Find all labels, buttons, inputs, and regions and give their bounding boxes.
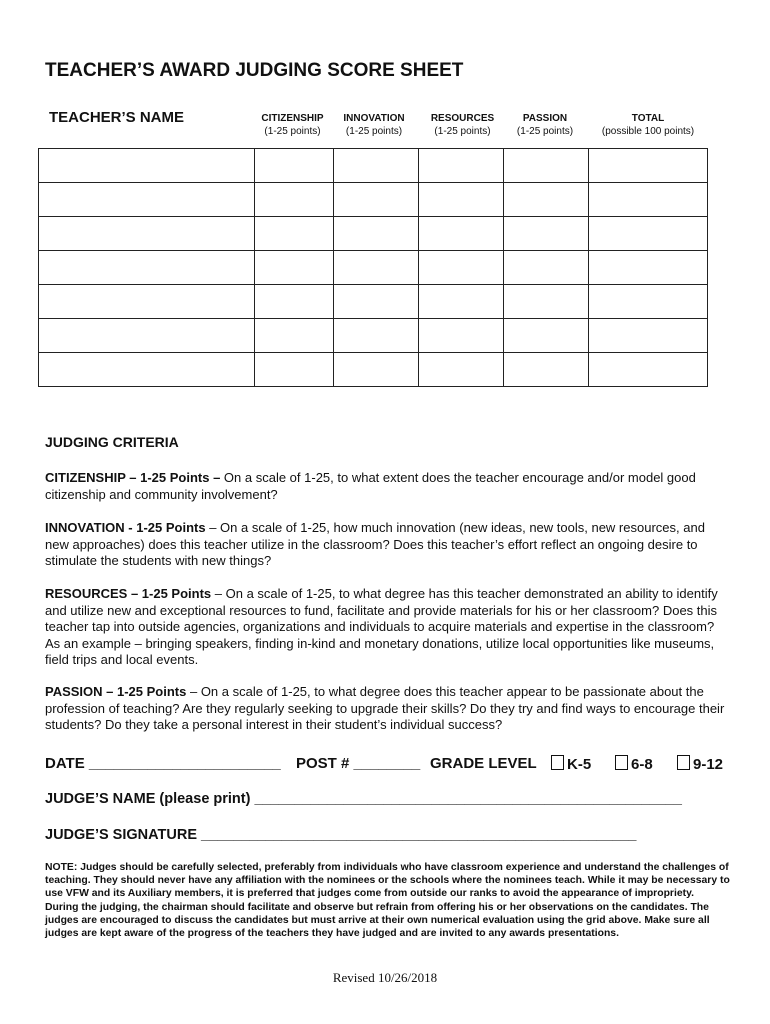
checkbox-icon[interactable] <box>551 755 564 770</box>
innovation-score-cell[interactable] <box>334 183 419 217</box>
total-score-cell[interactable] <box>589 353 708 387</box>
criteria-label: CITIZENSHIP – 1-25 Points – <box>45 470 221 485</box>
grade-label: 6-8 <box>631 756 653 773</box>
column-label: INNOVATION <box>343 113 405 124</box>
resources-score-cell[interactable] <box>419 183 504 217</box>
judge-signature-field[interactable]: JUDGE’S SIGNATURE ______________________________________________________ <box>45 827 637 843</box>
score-grid <box>38 148 708 387</box>
citizenship-score-cell[interactable] <box>255 319 334 353</box>
checkbox-icon[interactable] <box>615 755 628 770</box>
teacher-name-cell[interactable] <box>39 285 255 319</box>
resources-score-cell[interactable] <box>419 217 504 251</box>
teacher-name-header: TEACHER’S NAME <box>49 109 185 126</box>
citizenship-score-cell[interactable] <box>255 149 334 183</box>
grade-68-option[interactable] <box>615 755 653 773</box>
grade-label: 9-12 <box>693 756 724 773</box>
innovation-score-cell[interactable] <box>334 251 419 285</box>
checkbox-icon[interactable] <box>677 755 690 770</box>
criteria-resources <box>45 586 730 669</box>
total-score-cell[interactable] <box>589 149 708 183</box>
resources-score-cell[interactable] <box>419 353 504 387</box>
table-row <box>39 217 708 251</box>
criteria-text: – On a scale of 1-25, to what degree has this teacher demonstrated an ability to identify and utilize new and exceptional resources to fund, facilitate and provide materials for his or her classroom? Does this teacher tap into outside agencies, organizations and individuals to acquire materials and expertise in the classroom? As an example – bringing speakers, finding in-kind and monetary donations, utilize local opportunities like museums, field trips and local events. <box>45 586 718 667</box>
column-header-resources <box>420 112 505 138</box>
total-score-cell[interactable] <box>589 285 708 319</box>
total-score-cell[interactable] <box>589 183 708 217</box>
column-label: CITIZENSHIP <box>261 113 324 124</box>
criteria-passion <box>45 684 730 734</box>
criteria-text: – On a scale of 1-25, how much innovation (new ideas, new tools, new resources, and new approaches) does this teacher utilize in the classroom? Does this teacher’s effort reflect an ongoing desire to stimulate the students with new things? <box>45 520 705 568</box>
passion-score-cell[interactable] <box>504 183 589 217</box>
teacher-name-cell[interactable] <box>39 353 255 387</box>
grade-912-option[interactable] <box>677 755 723 773</box>
citizenship-score-cell[interactable] <box>255 285 334 319</box>
citizenship-score-cell[interactable] <box>255 217 334 251</box>
table-row <box>39 149 708 183</box>
column-range: (1-25 points) <box>264 126 321 137</box>
table-row <box>39 285 708 319</box>
revised-date: Revised 10/26/2018 <box>332 970 438 985</box>
table-row <box>39 251 708 285</box>
judge-name-field[interactable]: JUDGE’S NAME (please print) _____________________________________________________ <box>45 791 682 807</box>
passion-score-cell[interactable] <box>504 353 589 387</box>
criteria-text: – On a scale of 1-25, to what degree does this teacher appear to be passionate about the profession of teaching? Are they regularly seeking to upgrade their skills? Do they try and find ways to encourage their students? Do they take a personal interest in their student’s individual success? <box>45 684 725 732</box>
page-title: TEACHER’S AWARD JUDGING SCORE SHEET <box>45 60 464 81</box>
passion-score-cell[interactable] <box>504 319 589 353</box>
column-label: TOTAL <box>631 113 665 124</box>
passion-score-cell[interactable] <box>504 149 589 183</box>
column-header-innovation <box>334 112 414 138</box>
innovation-score-cell[interactable] <box>334 285 419 319</box>
total-score-cell[interactable] <box>589 319 708 353</box>
criteria-heading: JUDGING CRITERIA <box>45 434 179 450</box>
criteria-text: On a scale of 1-25, to what extent does the teacher encourage and/or model good citizenship and community involvement? <box>45 470 696 502</box>
criteria-citizenship <box>45 470 730 503</box>
citizenship-score-cell[interactable] <box>255 353 334 387</box>
passion-score-cell[interactable] <box>504 217 589 251</box>
passion-score-cell[interactable] <box>504 285 589 319</box>
citizenship-score-cell[interactable] <box>255 251 334 285</box>
criteria-label: RESOURCES – 1-25 Points <box>45 586 212 601</box>
citizenship-score-cell[interactable] <box>255 183 334 217</box>
table-row <box>39 183 708 217</box>
table-row <box>39 319 708 353</box>
teacher-name-cell[interactable] <box>39 251 255 285</box>
column-range: (1-25 points) <box>345 126 403 137</box>
column-range: (possible 100 points) <box>601 126 695 137</box>
total-score-cell[interactable] <box>589 217 708 251</box>
resources-score-cell[interactable] <box>419 285 504 319</box>
innovation-score-cell[interactable] <box>334 353 419 387</box>
column-label: PASSION <box>522 113 568 124</box>
resources-score-cell[interactable] <box>419 149 504 183</box>
innovation-score-cell[interactable] <box>334 217 419 251</box>
date-field[interactable]: DATE _______________________ <box>45 755 281 772</box>
grade-k5-option[interactable] <box>551 755 591 773</box>
table-row <box>39 353 708 387</box>
innovation-score-cell[interactable] <box>334 319 419 353</box>
post-field[interactable]: POST # ________ <box>296 755 421 772</box>
column-header-citizenship <box>255 112 330 138</box>
column-header-total <box>592 112 704 138</box>
column-range: (1-25 points) <box>516 126 574 137</box>
column-label: RESOURCES <box>430 113 495 124</box>
resources-score-cell[interactable] <box>419 251 504 285</box>
teacher-name-cell[interactable] <box>39 217 255 251</box>
criteria-innovation <box>45 520 730 570</box>
column-header-passion <box>505 112 585 138</box>
total-score-cell[interactable] <box>589 251 708 285</box>
criteria-label: INNOVATION - 1-25 Points <box>45 520 206 535</box>
grade-level-label: GRADE LEVEL <box>430 755 537 772</box>
grade-label: K-5 <box>567 756 592 773</box>
teacher-name-cell[interactable] <box>39 149 255 183</box>
column-range: (1-25 points) <box>434 126 491 137</box>
resources-score-cell[interactable] <box>419 319 504 353</box>
teacher-name-cell[interactable] <box>39 319 255 353</box>
note-text: NOTE: Judges should be carefully selected, preferably from individuals who have classroom experience and understand the challenges of teaching. They should never have any affiliation with the nominees or the schools where the nominees teach. While it may be necessary to use VFW and its Auxiliary members, it is preferred that judges come from outside our ranks to avoid the appearance of impropriety. During the judging, the chairman should facilitate and observe but refrain from offering his or her observations on the candidates. The judges are encouraged to discuss the candidates but must arrive at their own numerical evaluation using the grid above. Make sure all judges are kept aware of the progress of the teachers they have judged and are invited to any awards presentations. <box>45 862 730 940</box>
teacher-name-cell[interactable] <box>39 183 255 217</box>
passion-score-cell[interactable] <box>504 251 589 285</box>
criteria-label: PASSION – 1-25 Points <box>45 684 187 699</box>
innovation-score-cell[interactable] <box>334 149 419 183</box>
